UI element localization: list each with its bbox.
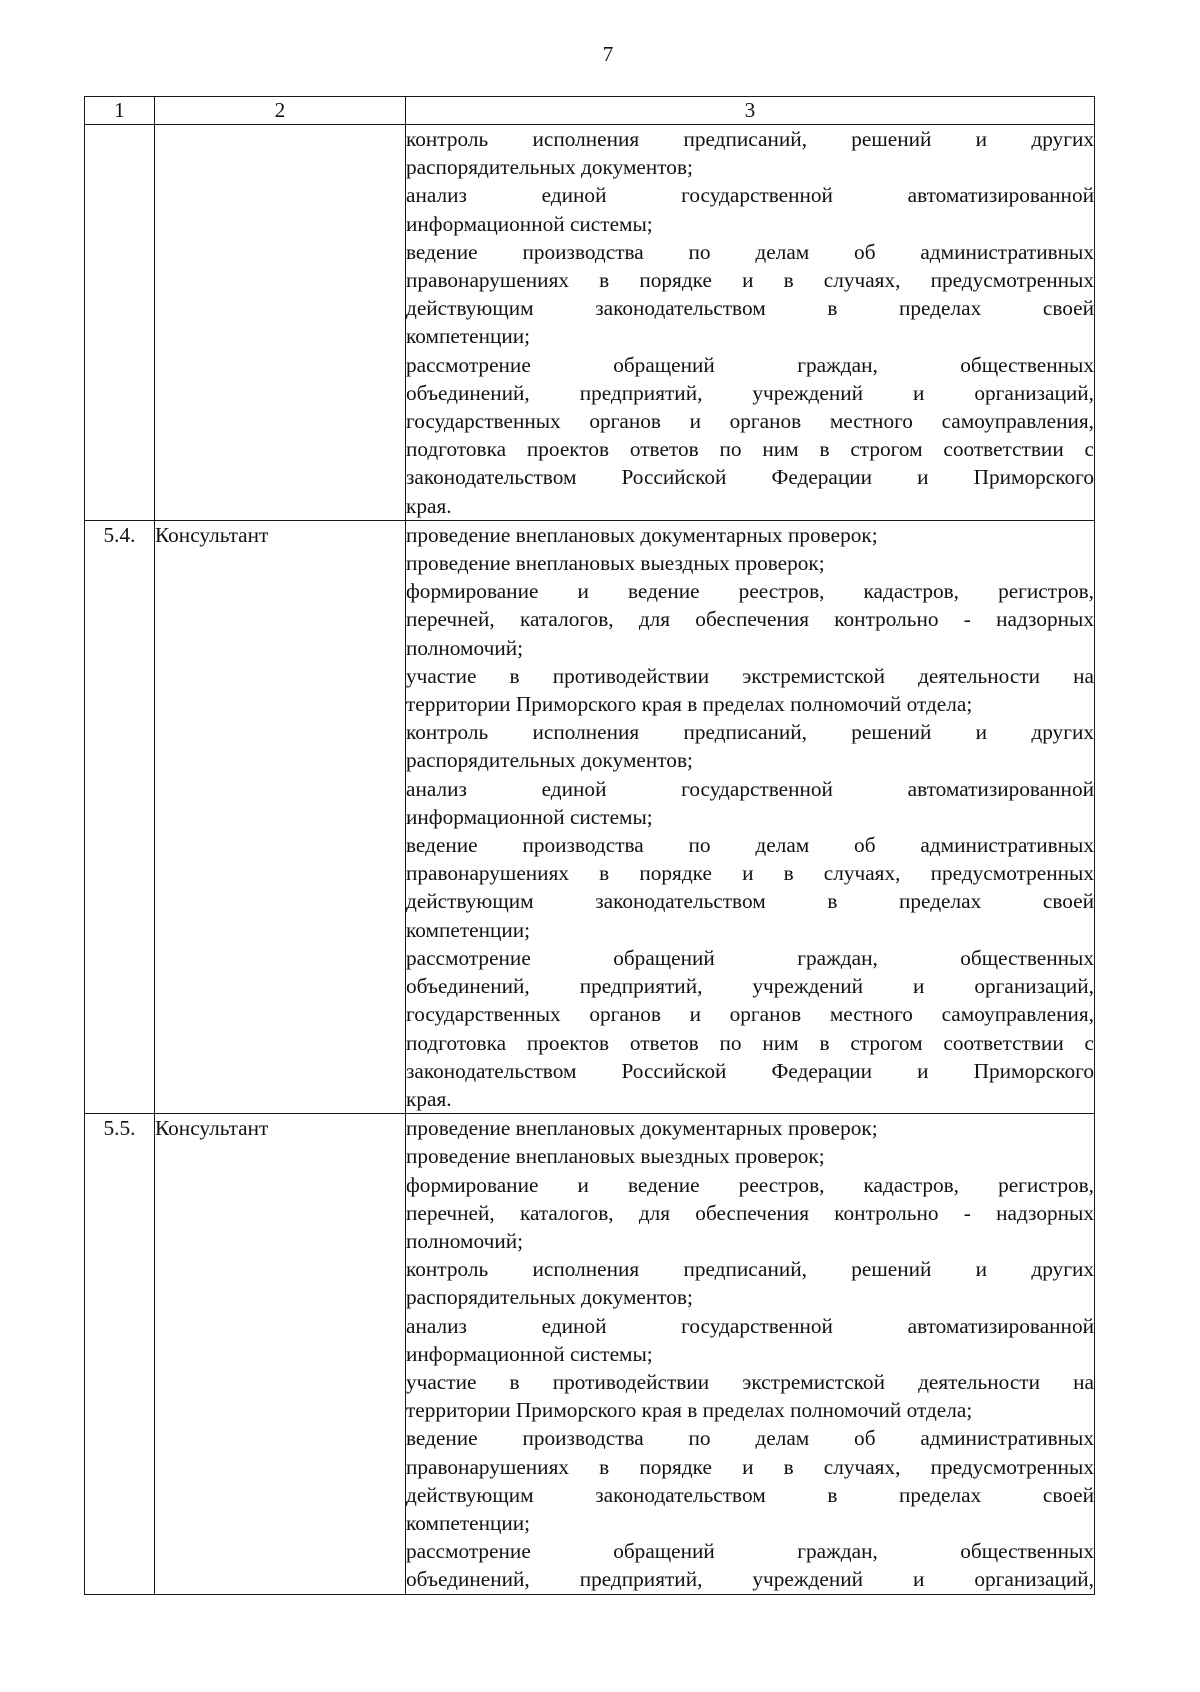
duty-text-line: проведение внеплановых документарных проверок; bbox=[406, 522, 878, 547]
duty-text-line: компетенции; bbox=[406, 324, 531, 349]
duty-text-line: полномочий; bbox=[406, 635, 524, 660]
duties-table bbox=[84, 96, 1095, 1595]
duty-text-line: объединений, предприятий, учреждений и организаций, bbox=[406, 974, 1094, 999]
duty-text-line: территории Приморского края в пределах полномочий отдела; bbox=[406, 1398, 973, 1423]
duty-text-line: анализ единой государственной автоматизированной bbox=[406, 776, 1094, 801]
header-row bbox=[85, 97, 1095, 125]
duty-text-line: ведение производства по делам об административных bbox=[406, 1426, 1094, 1451]
duty-text-line: объединений, предприятий, учреждений и организаций, bbox=[406, 380, 1094, 405]
table-header bbox=[85, 97, 1095, 125]
duties-cell bbox=[406, 125, 1095, 521]
duty-text-line: рассмотрение обращений граждан, общественных bbox=[406, 1539, 1094, 1564]
table-row bbox=[85, 520, 1095, 1113]
duty-text-line: края. bbox=[406, 1086, 452, 1111]
duty-text-line: проведение внеплановых выездных проверок; bbox=[406, 551, 825, 576]
row-number-cell: 5.5. bbox=[85, 1114, 155, 1594]
duty-text-line: государственных органов и органов местного самоуправления, bbox=[406, 1002, 1094, 1027]
duty-text-line: перечней, каталогов, для обеспечения контрольно - надзорных bbox=[406, 607, 1094, 632]
duty-text-line: объединений, предприятий, учреждений и организаций, bbox=[406, 1567, 1094, 1592]
duty-text-line: правонарушениях в порядке и в случаях, предусмотренных bbox=[406, 1454, 1094, 1479]
duty-text-line: проведение внеплановых выездных проверок; bbox=[406, 1144, 825, 1169]
duty-text-line: информационной системы; bbox=[406, 804, 653, 829]
position-cell: Консультант bbox=[155, 1114, 406, 1594]
duty-text-line: действующим законодательством в пределах своей bbox=[406, 1482, 1094, 1507]
duty-text-line: рассмотрение обращений граждан, общественных bbox=[406, 945, 1094, 970]
column-header-duties: 3 bbox=[406, 97, 1095, 125]
duty-text-line: формирование и ведение реестров, кадастров, регистров, bbox=[406, 1172, 1094, 1197]
table-body bbox=[85, 125, 1095, 1595]
duty-text-line: информационной системы; bbox=[406, 211, 653, 236]
column-header-number: 1 bbox=[85, 97, 155, 125]
duty-text-line: края. bbox=[406, 493, 452, 518]
row-number-cell bbox=[85, 125, 155, 521]
duty-text-line: перечней, каталогов, для обеспечения контрольно - надзорных bbox=[406, 1200, 1094, 1225]
duties-cell bbox=[406, 520, 1095, 1113]
duty-text-line: правонарушениях в порядке и в случаях, предусмотренных bbox=[406, 861, 1094, 886]
duty-text-line: компетенции; bbox=[406, 1510, 531, 1535]
duty-text-line: анализ единой государственной автоматизированной bbox=[406, 1313, 1094, 1338]
duty-text-line: проведение внеплановых документарных проверок; bbox=[406, 1116, 878, 1141]
duty-text-line: ведение производства по делам об административных bbox=[406, 833, 1094, 858]
duty-text-line: законодательством Российской Федерации и Приморского bbox=[406, 465, 1094, 490]
duty-text-line: контроль исполнения предписаний, решений и других bbox=[406, 720, 1094, 745]
duties-cell bbox=[406, 1114, 1095, 1594]
duty-text-line: контроль исполнения предписаний, решений и других bbox=[406, 1257, 1094, 1282]
duty-text-line: анализ единой государственной автоматизированной bbox=[406, 183, 1094, 208]
page-number: 7 bbox=[602, 42, 614, 66]
duty-text-line: государственных органов и органов местного самоуправления, bbox=[406, 409, 1094, 434]
duty-text-line: правонарушениях в порядке и в случаях, предусмотренных bbox=[406, 268, 1094, 293]
duty-text-line: распорядительных документов; bbox=[406, 1285, 693, 1310]
duty-text-line: распорядительных документов; bbox=[406, 748, 693, 773]
duty-text-line: действующим законодательством в пределах своей bbox=[406, 296, 1094, 321]
duty-text-line: участие в противодействии экстремистской деятельности на bbox=[406, 663, 1094, 688]
duty-text-line: информационной системы; bbox=[406, 1341, 653, 1366]
duty-text-line: компетенции; bbox=[406, 917, 531, 942]
duty-text-line: подготовка проектов ответов по ним в строгом соответствии с bbox=[406, 437, 1094, 462]
duty-text-line: территории Приморского края в пределах полномочий отдела; bbox=[406, 692, 973, 717]
column-header-position: 2 bbox=[155, 97, 406, 125]
duty-text-line: полномочий; bbox=[406, 1228, 524, 1253]
row-number-cell: 5.4. bbox=[85, 520, 155, 1113]
duty-text-line: участие в противодействии экстремистской деятельности на bbox=[406, 1369, 1094, 1394]
duty-text-line: формирование и ведение реестров, кадастров, регистров, bbox=[406, 579, 1094, 604]
duty-text-line: подготовка проектов ответов по ним в строгом соответствии с bbox=[406, 1030, 1094, 1055]
position-cell bbox=[155, 125, 406, 521]
position-cell: Консультант bbox=[155, 520, 406, 1113]
duty-text-line: действующим законодательством в пределах своей bbox=[406, 889, 1094, 914]
duty-text-line: ведение производства по делам об административных bbox=[406, 239, 1094, 264]
duty-text-line: контроль исполнения предписаний, решений и других bbox=[406, 127, 1094, 151]
duty-text-line: распорядительных документов; bbox=[406, 155, 693, 180]
duty-text-line: рассмотрение обращений граждан, общественных bbox=[406, 352, 1094, 377]
table-row bbox=[85, 125, 1095, 521]
duty-text-line: законодательством Российской Федерации и Приморского bbox=[406, 1058, 1094, 1083]
table-row bbox=[85, 1114, 1095, 1594]
